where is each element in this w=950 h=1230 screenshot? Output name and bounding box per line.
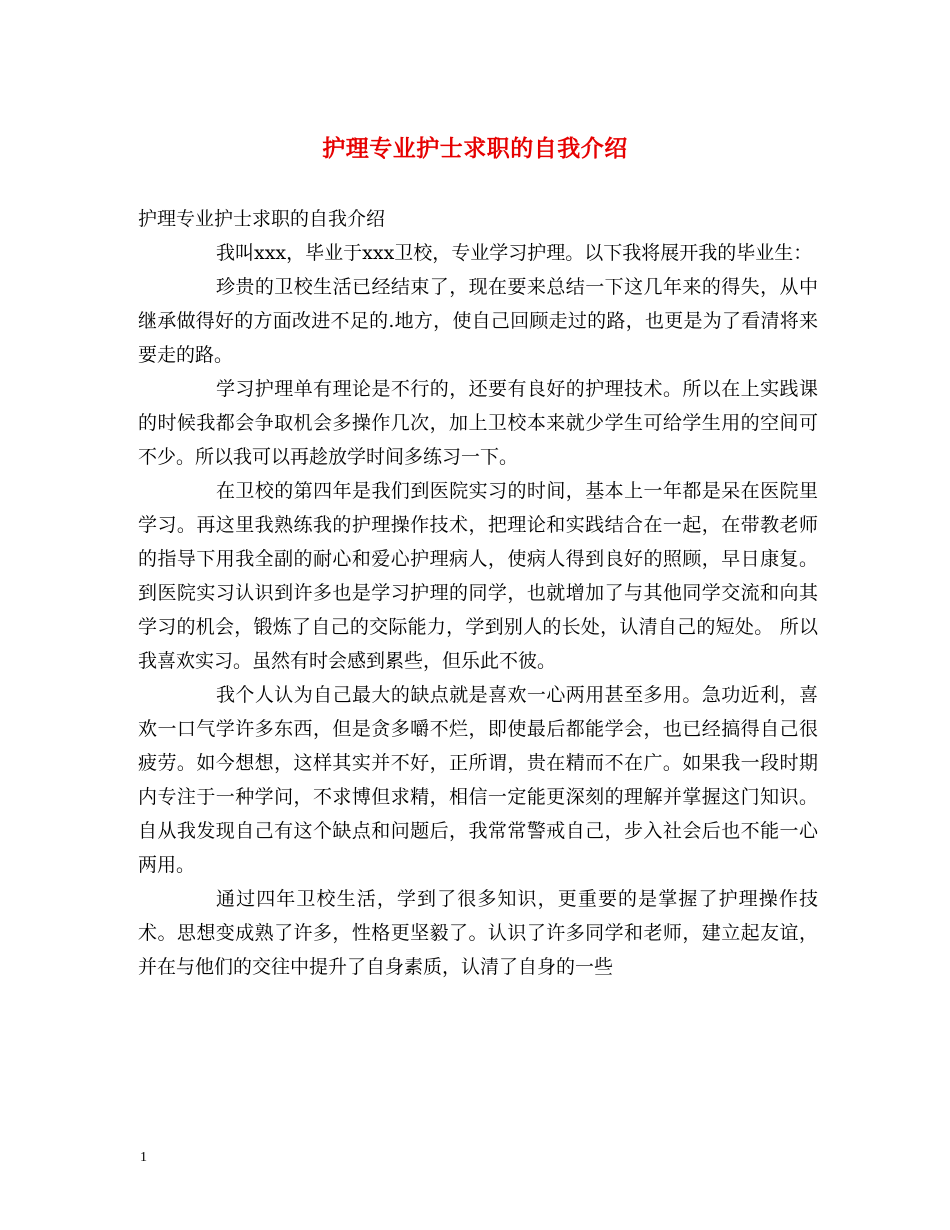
paragraph-summary: 珍贵的卫校生活已经结束了，现在要来总结一下这几年来的得失，从中继承做得好的方面改进不足的.地方，使自己回顾走过的路，也更是为了看清将来要走的路。: [138, 276, 818, 366]
document-subtitle: 护理专业护士求职的自我介绍: [138, 208, 386, 230]
paragraph-conclusion: 通过四年卫校生活，学到了很多知识，更重要的是掌握了护理操作技术。思想变成熟了许多，性格更坚毅了。认识了许多同学和老师，建立起友谊，并在与他们的交往中提升了自身素质，认清了自身的一些: [138, 888, 818, 978]
paragraph-practice: 学习护理单有理论是不行的，还要有良好的护理技术。所以在上实践课的时候我都会争取机会多操作几次，加上卫校本来就少学生可给学生用的空间可不少。所以我可以再趁放学时间多练习一下。: [138, 378, 818, 468]
paragraph-intro: 我叫xxx，毕业于xxx卫校，专业学习护理。以下我将展开我的毕业生：: [216, 242, 813, 264]
document-body: [138, 202, 818, 984]
paragraph-internship: 在卫校的第四年是我们到医院实习的时间，基本上一年都是呆在医院里学习。再这里我熟练我的护理操作技术，把理论和实践结合在一起，在带教老师的指导下用我全副的耐心和爱心护理病人，使病人得到良好的照顾，早日康复。到医院实习认识到许多也是学习护理的同学，也就增加了与其他同学交流和向其学习的机会，锻炼了自己的交际能力，学到别人的长处，认清自己的短处。 所以我喜欢实习。虽然有时会感到累些，但乐此不彼。: [138, 480, 818, 672]
page-number: 1: [140, 1150, 147, 1165]
document-title: 护理专业护士求职的自我介绍: [322, 135, 628, 162]
paragraph-shortcoming: 我个人认为自己最大的缺点就是喜欢一心两用甚至多用。急功近利，喜欢一口气学许多东西，但是贪多嚼不烂，即使最后都能学会，也已经搞得自己很疲劳。如今想想，这样其实并不好，正所谓，贵在精而不在广。如果我一段时期内专注于一种学问，不求博但求精，相信一定能更深刻的理解并掌握这门知识。自从我发现自己有这个缺点和问题后，我常常警戒自己，步入社会后也不能一心两用。: [138, 684, 818, 876]
